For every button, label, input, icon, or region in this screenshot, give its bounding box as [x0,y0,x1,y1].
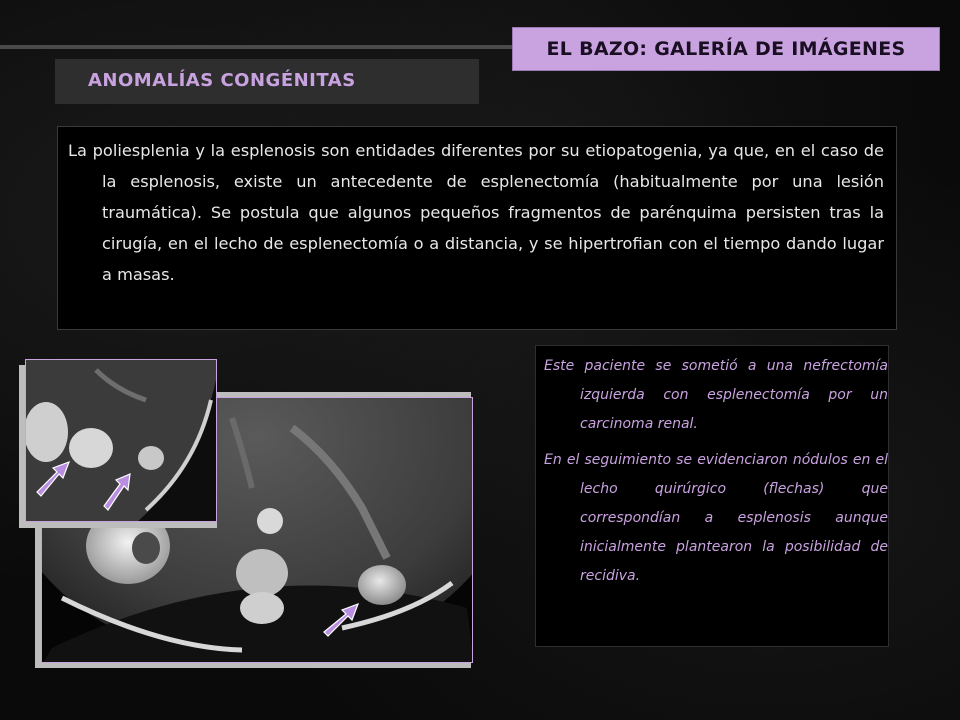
arrow-icon [100,472,138,512]
vertebral-body [236,549,288,597]
vertebra-posterior [240,592,284,624]
aorta [257,508,283,534]
splenosis-nodule [358,565,406,605]
intro-paragraph: La poliesplenia y la esplenosis son entidades diferentes por su etiopatogenia, ya que, en el caso de la esplenosis, existe un antecedente de esplenectomía (habitualmente por una lesión traumática). Se postula que algunos pequeños fragmentos de parénquima persisten tras la cirugía, en el lecho de esplenectomía o a distancia, y se hipertrofian con el tiempo dando lugar a masas. [68,141,884,284]
arrow-icon [320,600,364,640]
splenosis-nodule-1 [69,428,113,468]
caption-paragraph-2: En el seguimiento se evidenciaron nódulos en el lecho quirúrgico (flechas) que correspondían a esplenosis aunque inicialmente plantearon la posibilidad de recidiva. [544,452,888,584]
page-title: EL BAZO: GALERÍA DE IMÁGENES [546,38,906,60]
section-heading: ANOMALÍAS CONGÉNITAS [88,70,356,91]
header-rule [0,45,512,49]
caption-textbox [535,345,889,647]
splenosis-nodule-2 [138,446,164,470]
vertebra [26,402,68,462]
title-banner [512,27,940,71]
renal-hilum [132,532,160,564]
intro-textbox [57,126,897,330]
caption-paragraph-1: Este paciente se sometió a una nefrectomía izquierda con esplenectomía por un carcinoma renal. [544,358,888,432]
arrow-icon [33,460,73,498]
